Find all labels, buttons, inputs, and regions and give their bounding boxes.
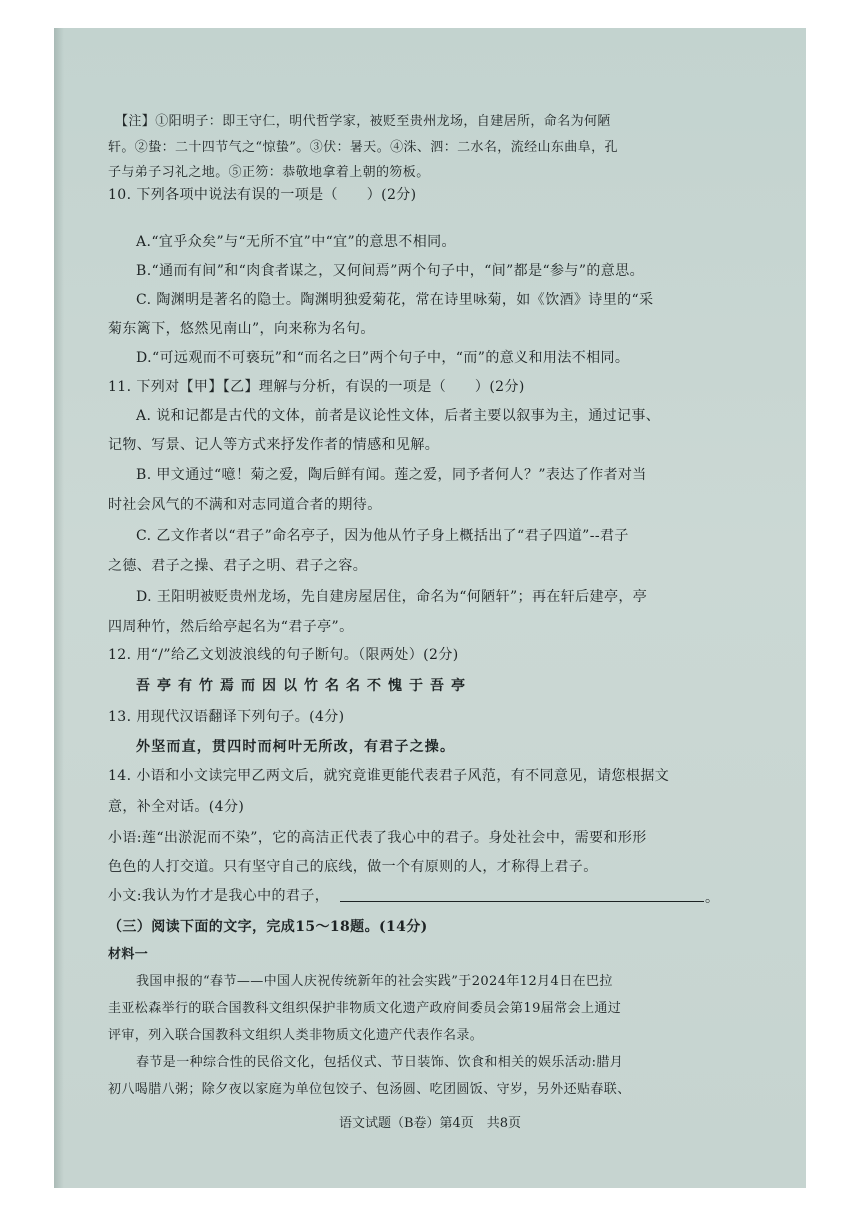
option-a: A.“宜乎众矣”与“无所不宜”中“宜”的意思不相同。 xyxy=(136,234,456,250)
note-line: 轩。②蛰：二十四节气之“惊蛰”。③伏：暑天。④洙、泗：二水名，流经山东曲阜，孔 xyxy=(108,140,618,155)
option-a-cont: 记物、写景、记人等方式来抒发作者的情感和见解。 xyxy=(108,437,440,453)
question-stem: 12. 用“/”给乙文划波浪线的句子断句。（限两处）(2分) xyxy=(108,647,459,663)
paragraph-line: 初八喝腊八粥；除夕夜以家庭为单位包饺子、包汤圆、吃团圆饭、守岁，另外还贴春联、 xyxy=(108,1082,631,1097)
paragraph-line: 我国申报的“春节——中国人庆祝传统新年的社会实践”于2024年12月4日在巴拉 xyxy=(136,974,613,989)
translate-sentence: 外坚而直，贯四时而柯叶无所改，有君子之操。 xyxy=(136,739,456,755)
option-b-cont: 时社会风气的不满和对志同道合者的期待。 xyxy=(108,497,382,513)
dialogue-xiaowen: 小文:我认为竹才是我心中的君子， xyxy=(108,888,330,904)
answer-end-period: 。 xyxy=(705,890,719,906)
question-stem-cont: 意，补全对话。(4分) xyxy=(108,799,245,815)
option-c-cont: 菊东篱下，悠然见南山”，向来称为名句。 xyxy=(108,321,375,337)
dialogue-xiaoyu: 小语:莲“出淤泥而不染”，它的高洁正代表了我心中的君子。身处社会中，需要和形形 xyxy=(108,830,647,846)
page-shadow xyxy=(54,28,64,1188)
paragraph-line: 评审，列入联合国教科文组织人类非物质文化遗产代表作名录。 xyxy=(108,1028,484,1043)
option-a: A. 说和记都是古代的文体，前者是议论性文体，后者主要以叙事为主，通过记事、 xyxy=(136,408,661,424)
note-line: 子与弟子习礼之地。⑤正笏：恭敬地拿着上朝的笏板。 xyxy=(108,165,430,180)
question-stem: 10. 下列各项中说法有误的一项是（ ）(2分) xyxy=(108,187,417,203)
option-c: C. 陶渊明是著名的隐士。陶渊明独爱菊花，常在诗里咏菊，如《饮酒》诗里的“采 xyxy=(136,292,654,308)
question-stem: 13. 用现代汉语翻译下列句子。(4分) xyxy=(108,709,345,725)
option-c: C. 乙文作者以“君子”命名亭子，因为他从竹子身上概括出了“君子四道”--君子 xyxy=(136,528,629,544)
paragraph-line: 圭亚松森举行的联合国教科文组织保护非物质文化遗产政府间委员会第19届常会上通过 xyxy=(108,1001,622,1016)
question-stem: 11. 下列对【甲】【乙】理解与分析，有误的一项是（ ）(2分) xyxy=(108,379,525,395)
option-d: D.“可远观而不可亵玩”和“而名之曰”两个句子中，“而”的意义和用法不相同。 xyxy=(136,350,630,366)
option-d-cont: 四周种竹，然后给亭起名为“君子亭”。 xyxy=(108,619,354,635)
option-b: B.“通而有间”和“肉食者谋之，又何间焉”两个句子中，“间”都是“参与”的意思。 xyxy=(136,263,644,279)
paragraph-line: 春节是一种综合性的民俗文化，包括仪式、节日装饰、饮食和相关的娱乐活动:腊月 xyxy=(136,1055,624,1070)
punctuation-sentence: 吾亭有竹焉而因以竹名名不愧于吾亭 xyxy=(136,678,472,694)
option-c-cont: 之德、君子之操、君子之明、君子之容。 xyxy=(108,558,368,574)
option-d: D. 王阳明被贬贵州龙场，先自建房屋居住，命名为“何陋轩”；再在轩后建亭，亭 xyxy=(136,589,648,605)
answer-blank-line[interactable] xyxy=(340,901,704,902)
note-line: 【注】①阳明子：即王守仁，明代哲学家，被贬至贵州龙场，自建居所，命名为何陋 xyxy=(115,114,611,129)
section-heading: （三）阅读下面的文字，完成15～18题。(14分) xyxy=(108,919,428,935)
page-footer: 语文试题（B卷）第4页 共8页 xyxy=(338,1116,522,1131)
option-b: B. 甲文通过“噫！菊之爱，陶后鲜有闻。莲之爱，同予者何人？”表达了作者对当 xyxy=(136,467,647,483)
dialogue-xiaoyu-cont: 色色的人打交道。只有坚守自己的底线，做一个有原则的人，才称得上君子。 xyxy=(108,859,598,875)
question-stem: 14. 小语和小文读完甲乙两文后，就究竟谁更能代表君子风范，有不同意见，请您根据文 xyxy=(108,768,670,784)
material-title: 材料一 xyxy=(108,947,149,962)
